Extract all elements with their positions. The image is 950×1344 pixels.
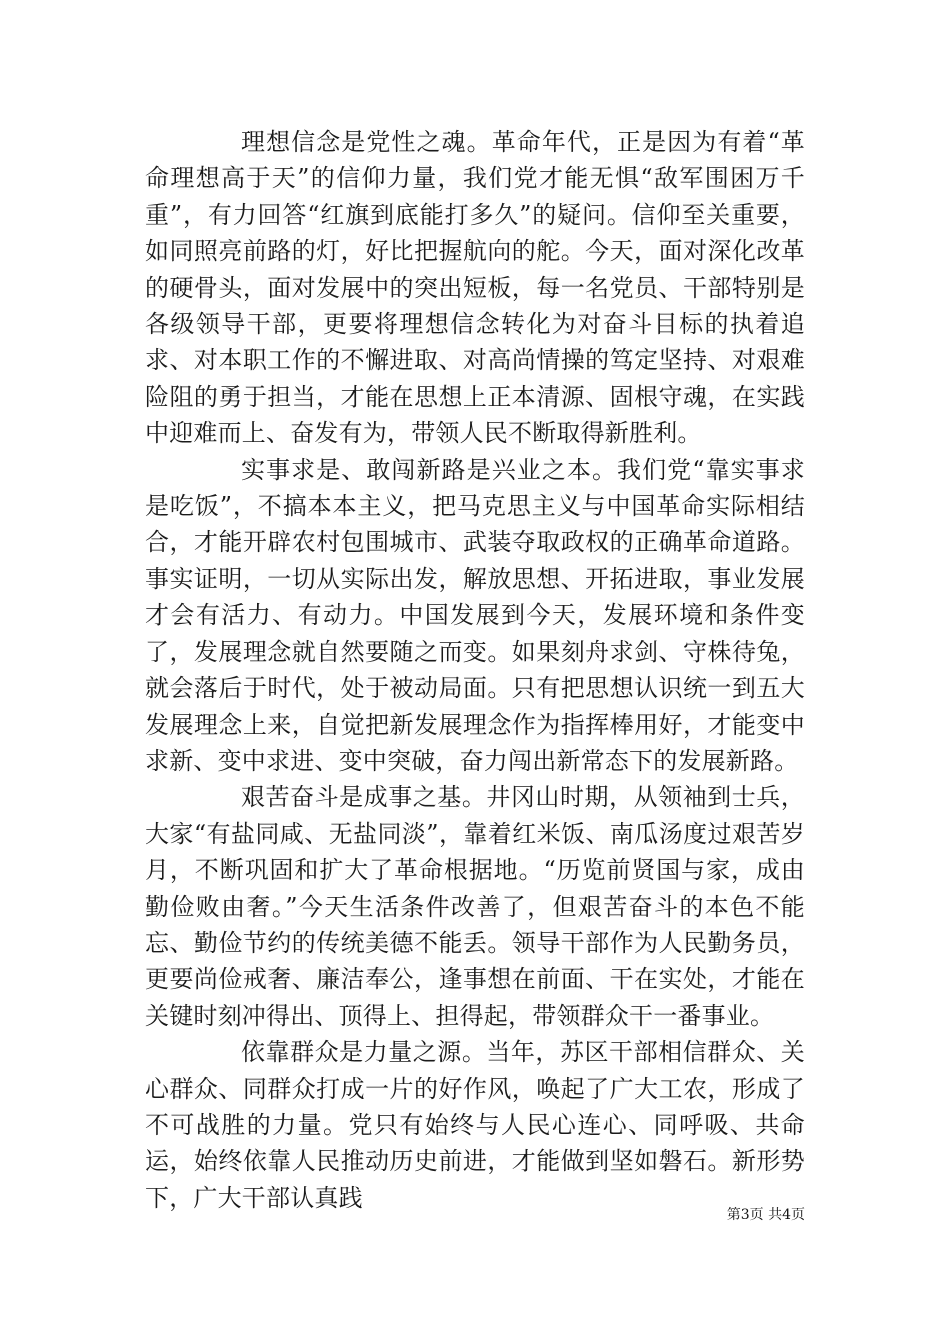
page-number: 第3页 共4页 — [726, 1207, 805, 1223]
paragraph-ideals-faith: 理想信念是党性之魂。革命年代，正是因为有着“革命理想高于天”的信仰力量，我们党才能无惧“敌军围困万千重”，有力回答“红旗到底能打多久”的疑问。信仰至关重要，如同照亮前路的灯，好比把握航向的舵。今天，面对深化改革的硬骨头，面对发展中的突出短板，每一名党员、干部特别是各级领导干部，更要将理想信念转化为对奋斗目标的执着追求、对本职工作的不懈进取、对高尚情操的笃定坚持、对艰难险阻的勇于担当，才能在思想上正本清源、固根守魂，在实践中迎难而上、奋发有为，带领人民不断取得新胜利。 — [145, 128, 805, 448]
document-body — [145, 124, 805, 1216]
paragraph-seek-truth: 实事求是、敢闯新路是兴业之本。我们党“靠实事求是吃饭”，不搞本本主义，把马克思主义与中国革命实际相结合，才能开辟农村包围城市、武装夺取政权的正确革命道路。事实证明，一切从实际出发，解放思想、开拓进取，事业发展才会有活力、有动力。中国发展到今天，发展环境和条件变了，发展理念就自然要随之而变。如果刻舟求剑、守株待兔，就会落后于时代，处于被动局面。只有把思想认识统一到五大发展理念上来，自觉把新发展理念作为指挥棒用好，才能变中求新、变中求进、变中突破，奋力闯出新常态下的发展新路。 — [145, 455, 805, 775]
paragraph-hard-work: 艰苦奋斗是成事之基。井冈山时期，从领袖到士兵，大家“有盐同咸、无盐同淡”，靠着红米饭、南瓜汤度过艰苦岁月，不断巩固和扩大了革命根据地。“历览前贤国与家，成由勤俭败由奢。”今天生活条件改善了，但艰苦奋斗的本色不能忘、勤俭节约的传统美德不能丢。领导干部作为人民勤务员，更要尚俭戒奢、廉洁奉公，逢事想在前面、干在实处，才能在关键时刻冲得出、顶得上、担得起，带领群众干一番事业。 — [145, 783, 805, 1030]
paragraph-rely-on-masses: 依靠群众是力量之源。当年，苏区干部相信群众、关心群众、同群众打成一片的好作风，唤起了广大工农，形成了不可战胜的力量。党只有始终与人民心连心、同呼吸、共命运，始终依靠人民推动历史前进，才能做到坚如磐石。新形势下，广大干部认真践 — [145, 1038, 805, 1212]
